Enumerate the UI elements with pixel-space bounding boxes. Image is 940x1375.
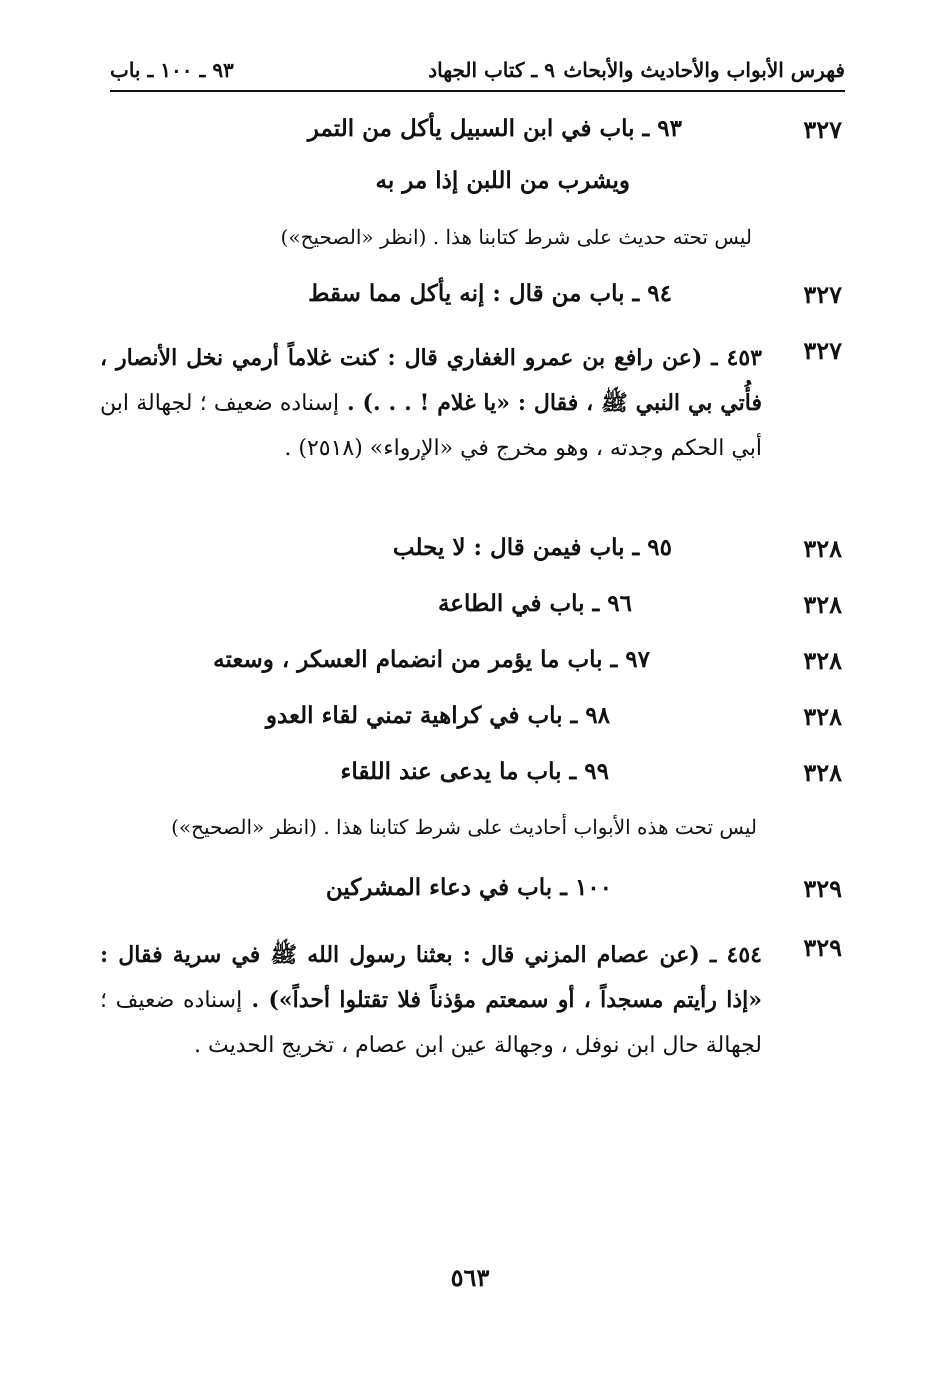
entry-page-ref: ٣٢٩ [803, 874, 842, 903]
hadith-paragraph [100, 933, 762, 1068]
header-book-title: ٩ ـ كتاب الجهاد [428, 58, 555, 82]
entry-page-ref: ٣٢٧ [803, 336, 842, 365]
entry-title: ٩٧ ـ باب ما يؤمر من انضمام العسكر ، وسعته [213, 646, 650, 673]
page-number: ٥٦٣ [450, 1263, 490, 1292]
entry-page-ref: ٣٢٨ [803, 534, 842, 563]
entry-page-ref: ٣٢٩ [803, 933, 842, 962]
index-entry-94 [100, 280, 842, 316]
entry-page-ref: ٣٢٧ [803, 280, 842, 309]
index-note [100, 225, 842, 259]
note-text: ليس تحته حديث على شرط كتابنا هذا . (انظر «الصحيح») [280, 225, 752, 249]
entry-page-ref: ٣٢٨ [803, 702, 842, 731]
index-entry-96 [100, 590, 842, 626]
entry-title: ٩٩ ـ باب ما يدعى عند اللقاء [340, 758, 609, 785]
entry-title: ٩٣ ـ باب في ابن السبيل يأكل من التمر [307, 115, 682, 142]
entry-title: ٩٦ ـ باب في الطاعة [437, 590, 632, 617]
index-note [100, 815, 842, 849]
entry-title-continued: ويشرب من اللبن إذا مر به [375, 167, 630, 194]
header-index-title: فهرس الأبواب والأحاديث والأبحاث [563, 58, 845, 82]
hadith-grading: إسناده ضعيف ؛ لجهالة حال ابن نوفل ، وجهالة عين ابن عصام ، تخريج الحديث . [100, 988, 762, 1058]
entry-title: ٩٤ ـ باب من قال : إنه يأكل مما سقط [308, 280, 672, 307]
entry-page-ref: ٣٢٧ [803, 115, 842, 144]
index-entry-100 [100, 874, 842, 910]
hadith-entry-454 [100, 933, 842, 1118]
hadith-grading: إسناده ضعيف ؛ لجهالة ابن أبي الحكم وجدته ، وهو مخرج في «الإرواء» (٢٥١٨) . [100, 391, 762, 461]
entry-title: ٩٨ ـ باب في كراهية تمني لقاء العدو [265, 702, 610, 729]
entry-title: ١٠٠ ـ باب في دعاء المشركين [325, 874, 612, 901]
index-entry-95 [100, 534, 842, 570]
index-entry-98 [100, 702, 842, 738]
index-entry-99 [100, 758, 842, 794]
entry-page-ref: ٣٢٨ [803, 758, 842, 787]
hadith-entry-453 [100, 336, 842, 521]
hadith-text: ٤٥٤ ـ (عن عصام المزني قال : بعثنا رسول الله ﷺ في سرية فقال : «إذا رأيتم مسجداً ، أو سمعتم مؤذناً فلا تقتلوا أحداً») . [100, 942, 762, 1013]
hadith-paragraph [100, 336, 762, 471]
index-entry-93 [100, 115, 842, 205]
hadith-text: ٤٥٣ ـ (عن رافع بن عمرو الغفاري قال : كنت غلاماً أرمي نخل الأنصار ، فأُتي بي النبي ﷺ ، فقال : «يا غلام ! . . .) . [100, 345, 762, 416]
entry-page-ref: ٣٢٨ [803, 590, 842, 619]
entry-title: ٩٥ ـ باب فيمن قال : لا يحلب [392, 534, 672, 561]
running-header [110, 52, 845, 92]
index-entry-97 [100, 646, 842, 682]
entry-page-ref: ٣٢٨ [803, 646, 842, 675]
note-text: ليس تحت هذه الأبواب أحاديث على شرط كتابنا هذا . (انظر «الصحيح») [171, 815, 757, 839]
header-chapter-range: ٩٣ ـ ١٠٠ ـ باب [110, 58, 234, 82]
